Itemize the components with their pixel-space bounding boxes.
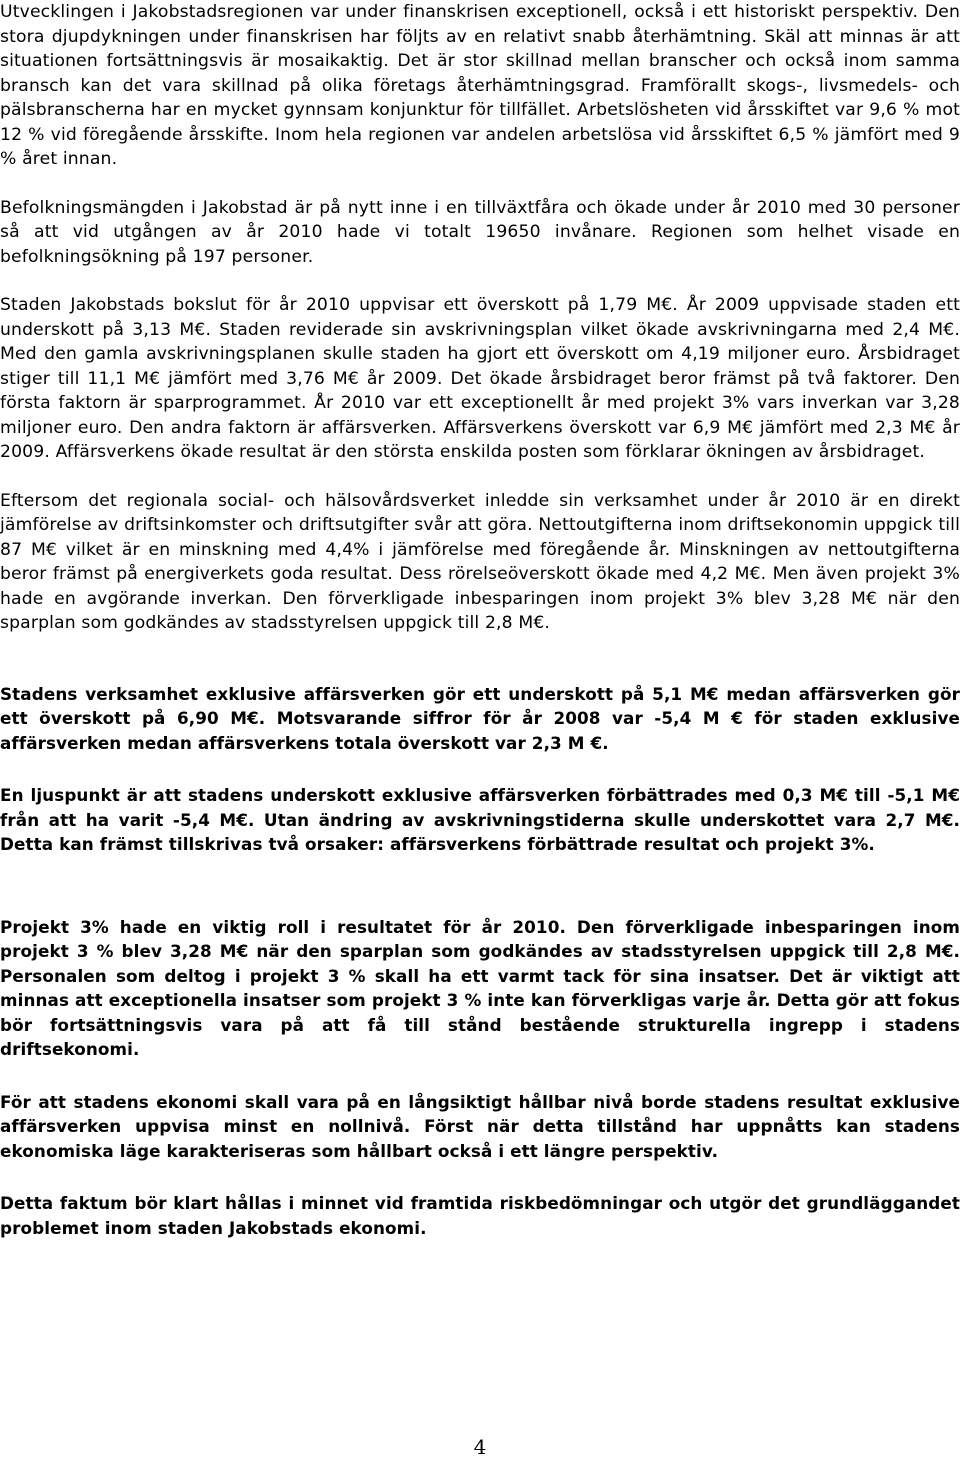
paragraph-sustainable-economy: För att stadens ekonomi skall vara på en långsiktigt hållbar nivå borde stadens resultat exklusive affärsverken uppvisa minst en nollnivå. Först när detta tillstånd har uppnåtts kan stadens ekonomiska läge karakteriseras som hållbart också i ett längre perspektiv.: [0, 1091, 960, 1161]
paragraph-financial-statement: Staden Jakobstads bokslut för år 2010 uppvisar ett överskott på 1,79 M€. År 2009 uppvisade staden ett underskott på 3,13 M€. Staden reviderade sin avskrivningsplan vilket ökade avskrivningarna med 2,4 M€. Med den gamla avskrivningsplanen skulle staden ha gjort ett överskott om 4,19 miljoner euro. Årsbidraget stiger till 11,1 M€ jämfört med 3,76 M€ år 2009. Det ökade årsbidraget beror främst på två faktorer. Den första faktorn är sparprogrammet. År 2010 var ett exceptionellt år med projekt 3% vars inverkan var 3,28 miljoner euro. Den andra faktorn är affärsverken. Affärsverkens överskott var 6,9 M€ jämfört med 2,3 M€ år 2009. Affärsverkens ökade resultat är den största enskilda posten som förklarar ökningen av årsbidraget.: [0, 295, 960, 462]
page-number: 4: [473, 1435, 487, 1459]
paragraph-fundamental-problem: Detta faktum bör klart hållas i minnet vid framtida riskbedömningar och utgör det grundläggandet problemet inom staden Jakobstads ekonomi.: [0, 1193, 960, 1238]
paragraph-social-health-services: Eftersom det regionala social- och hälsovårdsverket inledde sin verksamhet under år 2010 är en direkt jämförelse av driftsinkomster och driftsutgifter svår att göra. Nettoutgifterna inom driftsekonomin uppgick till 87 M€ vilket är en minskning med 4,4% i jämförelse med föregående år. Minskningen av nettoutgifterna beror främst på energiverkets goda resultat. Dess rörelseöverskott ökade med 4,2 M€. Men även projekt 3% hade en avgörande inverkan. Den förverkligade inbesparingen inom projekt 3% blev 3,28 M€ när den sparplan som godkändes av stadsstyrelsen uppgick till 2,8 M€.: [0, 490, 960, 633]
paragraph-project-3-percent: Projekt 3% hade en viktig roll i resultatet för år 2010. Den förverkligade inbesparingen inom projekt 3 % blev 3,28 M€ när den sparplan som godkändes av stadsstyrelsen uppgick till 2,8 M€. Personalen som deltog i projekt 3 % skall ha ett varmt tack för sina insatser. Det är viktigt att minnas att exceptionella insatser som projekt 3 % inte kan förverkligas varje år. Detta gör att fokus bör fortsättningsvis vara på att få till stånd bestående strukturella ingrepp i stadens driftsekonomi.: [0, 916, 960, 1059]
paragraph-bright-spot: En ljuspunkt är att stadens underskott exklusive affärsverken förbättrades med 0,3 M€ till -5,1 M€ från att ha varit -5,4 M€. Utan ändring av avskrivningstiderna skulle underskottet vara 2,7 M€. Detta kan främst tillskrivas två orsaker: affärsverkens förbättrade resultat och projekt 3%.: [0, 785, 960, 854]
paragraph-city-operations-deficit: Stadens verksamhet exklusive affärsverken gör ett underskott på 5,1 M€ medan affärsverken gör ett överskott på 6,90 M€. Motsvarande siffror för år 2008 var -5,4 M € för staden exklusive affärsverken medan affärsverkens totala överskott var 2,3 M €.: [0, 683, 960, 753]
paragraph-economic-development: Utvecklingen i Jakobstadsregionen var under finanskrisen exceptionell, också i ett historiskt perspektiv. Den stora djupdykningen under finanskrisen har följts av en relativt snabb återhämtning. Skäl att minnas är att situationen fortsättningsvis är mosaikaktig. Det är stor skillnad mellan branscher och också inom samma bransch kan det vara skillnad på olika företags återhämtningsgrad. Framförallt skogs-, livsmedels- och pälsbranscherna har en mycket gynnsam konjunktur för tillfället. Arbetslösheten vid årsskiftet var 9,6 % mot 12 % vid föregående årsskifte. Inom hela regionen var andelen arbetslösa vid årsskiftet 6,5 % jämfört med 9 % året innan.: [0, 2, 960, 169]
paragraph-population: Befolkningsmängden i Jakobstad är på nytt inne i en tillväxtfåra och ökade under år 2010 med 30 personer så att vid utgången av år 2010 hade vi totalt 19650 invånare. Regionen som helhet visade en befolkningsökning på 197 personer.: [0, 197, 960, 267]
